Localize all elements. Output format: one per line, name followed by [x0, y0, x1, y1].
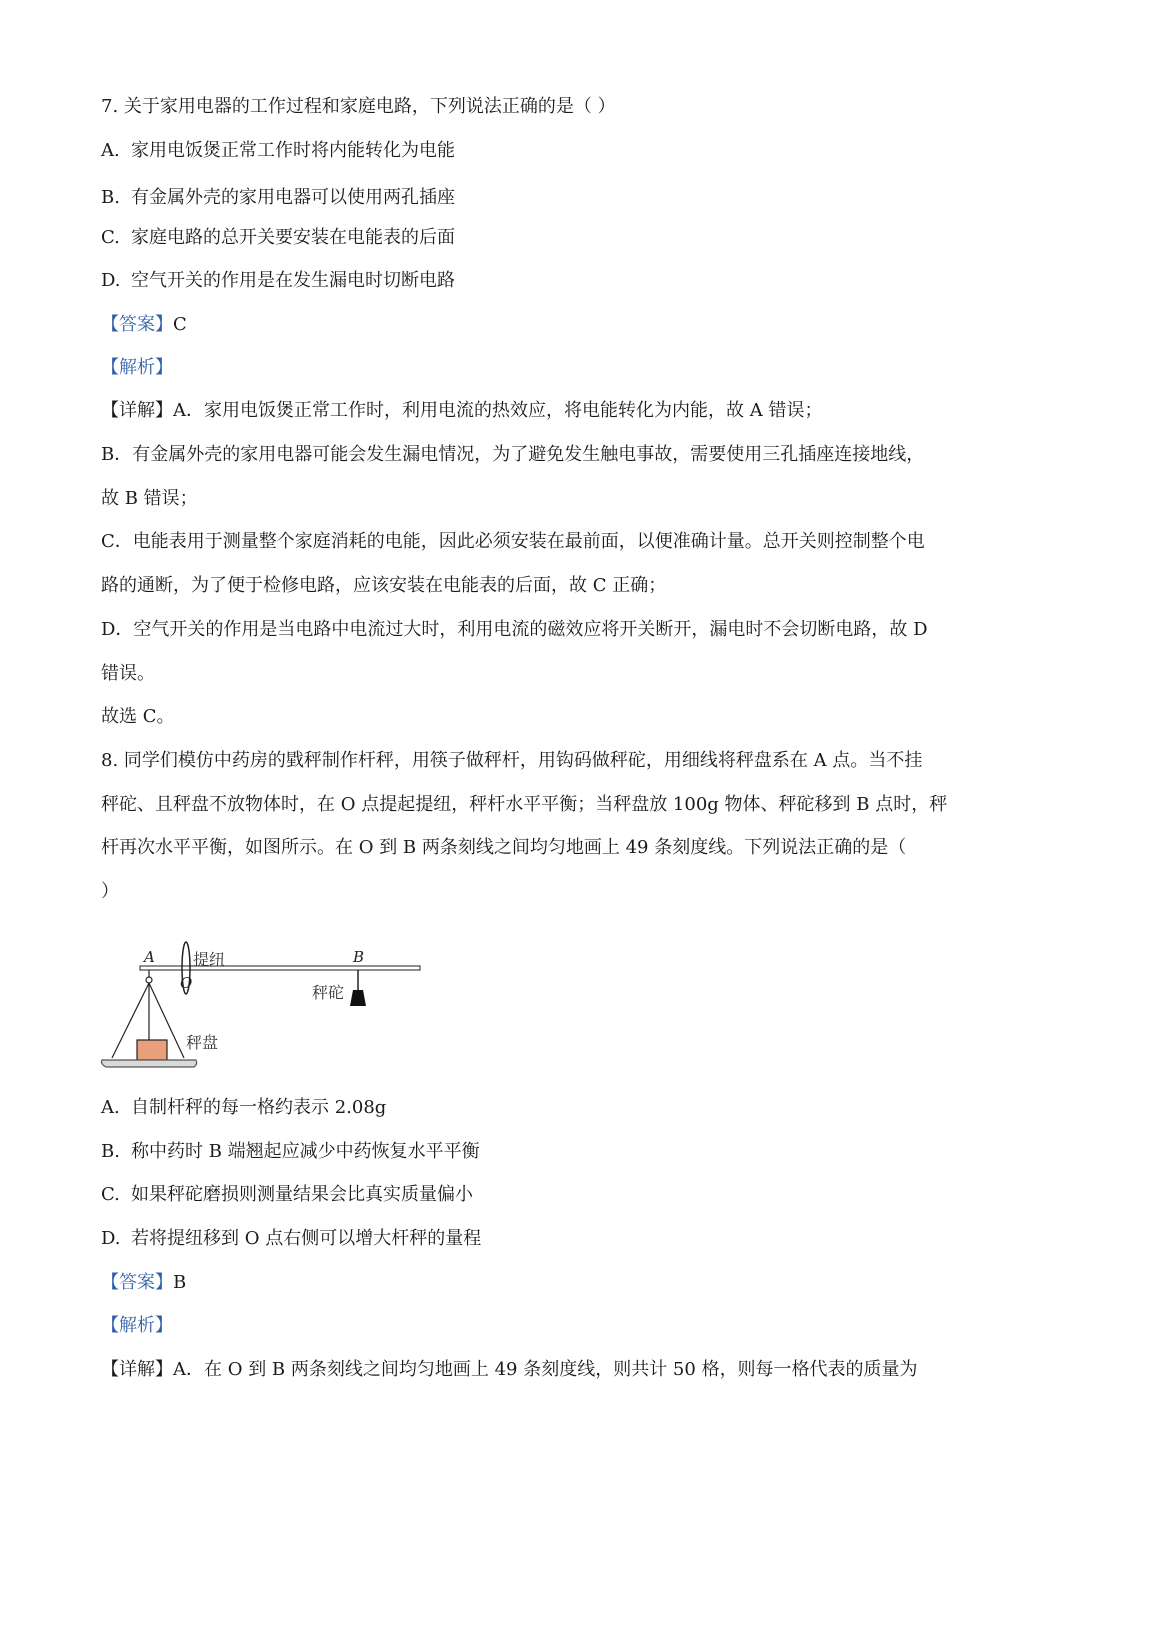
label-chengtuo: 秤砣 [312, 983, 345, 1002]
hook-ring [146, 977, 152, 983]
q8-answer [101, 1271, 186, 1295]
option-text: 空气开关的作用是在发生漏电时切断电路 [131, 270, 455, 291]
answer-label: 【答案】 [101, 314, 173, 335]
q8-stem-line-2: 秤砣、且秤盘不放物体时，在 O 点提起提纽，秤杆水平平衡；当秤盘放 100g 物体、秤砣移到 B 点时，秤 [101, 794, 948, 815]
q7-detail-line-3: 故 B 错误； [101, 488, 198, 509]
q8-stem-line-4: ） [101, 881, 119, 902]
q7-analysis-label: 【解析】 [101, 357, 173, 378]
q7-detail-line-4: C．电能表用于测量整个家庭消耗的电能，因此必须安装在最前面，以便准确计量。总开关则控制整个电 [101, 531, 925, 552]
q7-detail-line-6: D．空气开关的作用是当电路中电流过大时，利用电流的磁效应将开关断开，漏电时不会切断电路，故 D [101, 619, 928, 640]
steelyard-weight [350, 990, 366, 1006]
q7-detail-line-1: 【详解】A．家用电饭煲正常工作时，利用电流的热效应，将电能转化为内能，故 A 错误； [101, 400, 823, 421]
q8-option-a [101, 1096, 386, 1120]
option-letter: D. [101, 1228, 121, 1249]
q7-detail-line-8: 故选 C。 [101, 706, 175, 727]
option-text: 家庭电路的总开关要安装在电能表的后面 [131, 227, 455, 248]
option-text: 自制杆秤的每一格约表示 2.08g [131, 1097, 387, 1118]
option-letter: B. [101, 1141, 120, 1162]
q7-detail-line-7: 错误。 [101, 663, 155, 684]
q7-option-b [101, 186, 455, 210]
q7-detail-line-2: B．有金属外壳的家用电器可能会发生漏电情况，为了避免发生触电事故，需要使用三孔插座连接地线， [101, 444, 925, 465]
q7-answer [101, 313, 187, 337]
q8-analysis-label: 【解析】 [101, 1315, 173, 1336]
q8-detail-line-1: 【详解】A．在 O 到 B 两条刻线之间均匀地画上 49 条刻度线，则共计 50 格，则每一格代表的质量为 [101, 1359, 918, 1380]
option-letter: A. [101, 1097, 120, 1118]
option-letter: B. [101, 187, 120, 208]
answer-label: 【答案】 [101, 1272, 173, 1293]
object-on-pan [137, 1040, 167, 1060]
label-tiniu: 提纽 [193, 950, 226, 969]
answer-value: B [173, 1272, 187, 1293]
q7-option-c [101, 226, 455, 250]
option-text: 称中药时 B 端翘起应减少中药恢复水平平衡 [131, 1141, 480, 1162]
scale-pan [102, 1060, 197, 1067]
option-letter: A. [101, 140, 120, 161]
option-text: 有金属外壳的家用电器可以使用两孔插座 [131, 187, 455, 208]
answer-value: C [173, 314, 187, 335]
q7-detail-line-5: 路的通断，为了便于检修电路，应该安装在电能表的后面，故 C 正确； [101, 575, 667, 596]
q7-stem: 7. 关于家用电器的工作过程和家庭电路，下列说法正确的是（ ） [101, 96, 616, 117]
option-letter: C. [101, 1184, 120, 1205]
label-point-o: O [180, 974, 193, 992]
label-point-b: B [353, 948, 365, 966]
option-letter: C. [101, 227, 120, 248]
label-point-a: A [144, 948, 155, 966]
q7-option-a [101, 139, 455, 163]
q7-option-d [101, 269, 455, 293]
label-chengpan: 秤盘 [186, 1033, 219, 1052]
q8-stem-line-3: 杆再次水平平衡，如图所示。在 O 到 B 两条刻线之间均匀地画上 49 条刻度线。下列说法正确的是（ [101, 837, 907, 858]
option-text: 家用电饭煲正常工作时将内能转化为电能 [131, 140, 455, 161]
q8-option-d [101, 1227, 481, 1251]
option-text: 若将提纽移到 O 点右侧可以增大杆秤的量程 [131, 1228, 482, 1249]
option-text: 如果秤砣磨损则测量结果会比真实质量偏小 [131, 1184, 473, 1205]
q8-option-c [101, 1183, 473, 1207]
option-letter: D. [101, 270, 121, 291]
q8-option-b [101, 1140, 480, 1164]
q8-stem-line-1: 8. 同学们模仿中药房的戥秤制作杆秤，用筷子做秤杆，用钩码做秤砣，用细线将秤盘系在 A 点。当不挂 [101, 750, 923, 771]
